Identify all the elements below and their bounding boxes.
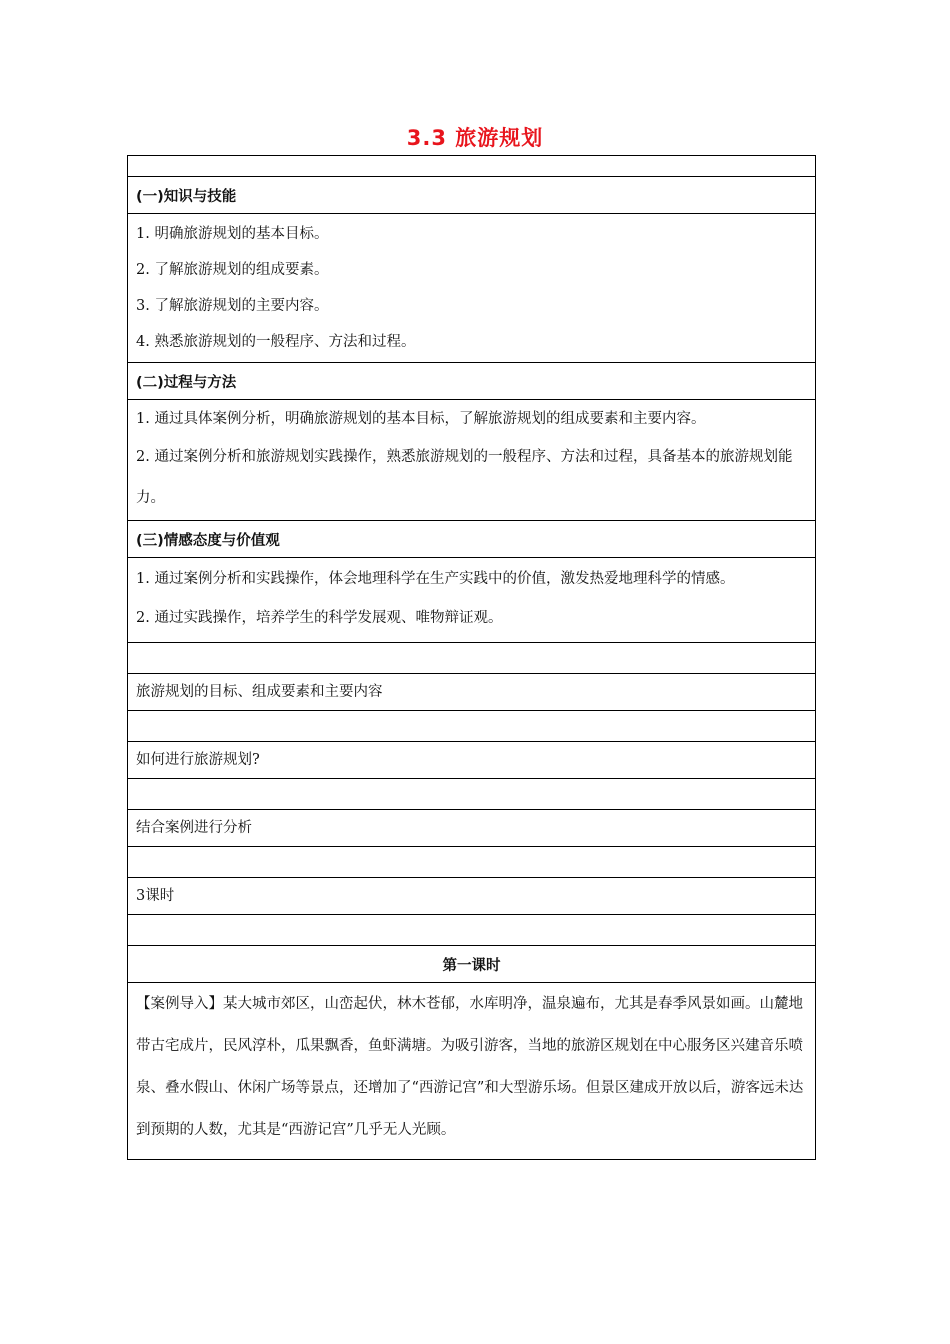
key-points-row	[128, 674, 816, 711]
list-item: 3. 了解旅游规划的主要内容。	[136, 298, 329, 314]
hours-row	[128, 878, 816, 915]
method-row	[128, 810, 816, 847]
blank-row	[128, 779, 816, 810]
page-title: 3.3 旅游规划	[406, 126, 544, 150]
lesson-heading: 第一课时	[128, 946, 816, 983]
method: 结合案例进行分析	[128, 810, 816, 847]
process-items-row	[128, 400, 816, 521]
section-heading-row	[128, 177, 816, 214]
lesson-heading-row	[128, 946, 816, 983]
key-points: 旅游规划的目标、组成要素和主要内容	[128, 674, 816, 711]
lesson-plan-table	[127, 155, 816, 1160]
difficulty: 如何进行旅游规划?	[128, 742, 816, 779]
blank-row	[128, 915, 816, 946]
list-item: 2. 通过案例分析和旅游规划实践操作，熟悉旅游规划的一般程序、方法和过程，具备基本的旅游规划能力。	[136, 449, 793, 506]
knowledge-heading: (一)知识与技能	[128, 177, 816, 214]
list-item: 2. 通过实践操作，培养学生的科学发展观、唯物辩证观。	[136, 610, 503, 626]
blank-row	[128, 847, 816, 878]
knowledge-items-row	[128, 214, 816, 363]
section-heading-row	[128, 521, 816, 558]
list-item: 1. 通过案例分析和实践操作，体会地理科学在生产实践中的价值，激发热爱地理科学的情感。	[136, 571, 735, 587]
blank-row	[128, 643, 816, 674]
list-item: 4. 熟悉旅游规划的一般程序、方法和过程。	[136, 334, 416, 350]
emotion-heading: (三)情感态度与价值观	[128, 521, 816, 558]
list-item: 1. 明确旅游规划的基本目标。	[136, 226, 329, 242]
case-intro-row	[128, 983, 816, 1160]
list-item: 2. 了解旅游规划的组成要素。	[136, 262, 329, 278]
emotion-items-row	[128, 558, 816, 643]
hours: 3课时	[128, 878, 816, 915]
process-heading: (二)过程与方法	[128, 363, 816, 400]
blank-row	[128, 156, 816, 177]
case-intro: 【案例导入】某大城市郊区，山峦起伏，林木苍郁，水库明净，温泉遍布，尤其是春季风景如画。山麓地带古宅成片，民风淳朴，瓜果飘香，鱼虾满塘。为吸引游客，当地的旅游区规划在中心服务区兴建音乐喷泉、叠水假山、休闲广场等景点，还增加了“西游记宫”和大型游乐场。但景区建成开放以后，游客远未达到预期的人数，尤其是“西游记宫”几乎无人光顾。	[136, 996, 804, 1138]
section-heading-row	[128, 363, 816, 400]
blank-row	[128, 711, 816, 742]
difficulty-row	[128, 742, 816, 779]
list-item: 1. 通过具体案例分析，明确旅游规划的基本目标，了解旅游规划的组成要素和主要内容。	[136, 411, 706, 427]
